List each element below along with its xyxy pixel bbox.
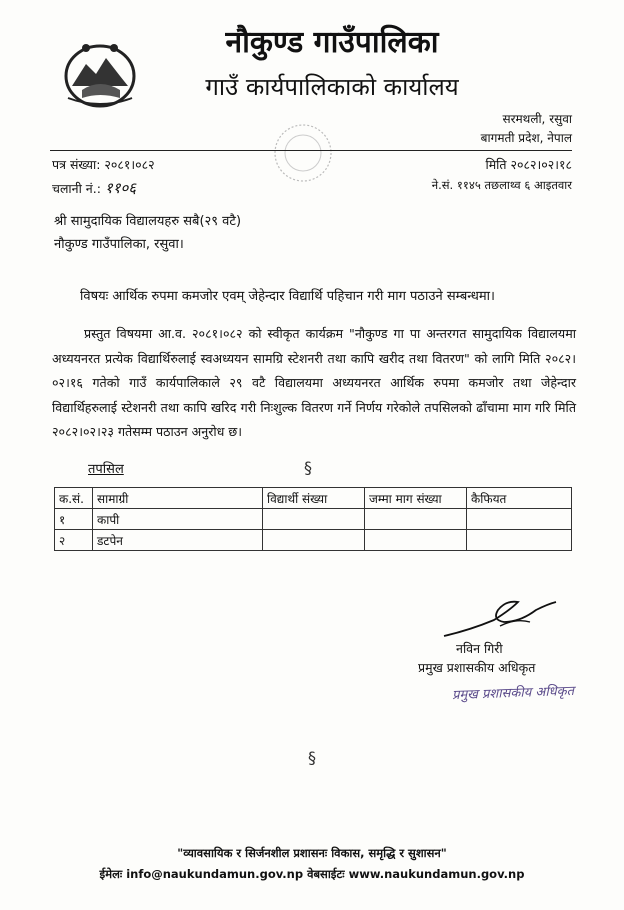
table-cell <box>467 509 572 530</box>
table-cell: २ <box>55 530 93 551</box>
body-paragraph: प्रस्तुत विषयमा आ.व. २०८१।०८२ को स्वीकृत कार्यक्रम "नौकुण्ड गा पा अन्तरगत सामुदायिक विद्यालयमा अध्ययनरत प्रत्येक विद्यार्थिरुलाई स्वअध्ययन सामग्रि स्टेशनरी तथा कापि खरीद तथा वितरण" को लागि मिति २०८२।०२।१६ गतेको गाउँ कार्यपालिकाले २९ वटै विद्यालयमा अध्ययनरत आर्थिक रुपमा कमजोर तथा जेहेन्दार विद्यार्थिहरुलाई स्टेशनरी तथा कापि खरिद गरी निःशुल्क वितरण गर्ने निर्णय गरेकोले तपसिलको ढाँचामा माग गरि मिति २०८२।०२।२३ गतेसम्म पठाउन अनुरोध छ। <box>52 326 576 439</box>
table-row <box>55 530 572 551</box>
patra-label: पत्र संख्या: <box>52 157 101 172</box>
scribble-mark: § <box>308 748 316 767</box>
table-cell <box>263 530 365 551</box>
table-header-row <box>55 488 572 509</box>
signatory-role: प्रमुख प्रशासकीय अधिकृत <box>418 660 536 675</box>
recipient-line-1: श्री सामुदायिक विद्यालयहरु सबै(२९ वटै) <box>54 214 242 229</box>
patra-sankhya <box>52 156 155 173</box>
chalani-value: ११०६ <box>104 179 137 197</box>
table-cell <box>365 509 467 530</box>
date-value: २०८२।०२।१८ <box>510 157 572 172</box>
table-cell <box>263 509 365 530</box>
letter-body <box>52 322 576 445</box>
signatory-name: नविन गिरी <box>456 641 503 656</box>
tapasil-heading: तपसिल <box>88 462 124 477</box>
table-header-cell: क.सं. <box>55 488 93 509</box>
table-header-cell: कैफियत <box>467 488 572 509</box>
scribble-mark: § <box>304 458 312 477</box>
address-line-1: सरमथली, रसुवा <box>502 112 572 126</box>
nepal-sambat-date: ने.सं. ११४५ तछलाथ्व ६ आइतवार <box>431 178 572 192</box>
footer-contact: ईमेलः info@naukundamun.gov.np वेबसाईटः www.naukundamun.gov.np <box>99 867 525 881</box>
office-title: नौकुण्ड गाउँपालिका <box>225 25 439 60</box>
patra-value: २०८१।०८२ <box>104 157 155 172</box>
address-line-2: बागमती प्रदेश, नेपाल <box>480 131 572 145</box>
footer-motto: "व्यावसायिक र सिर्जनशील प्रशासनः विकास, समृद्धि र सुशासन" <box>177 846 447 860</box>
request-table <box>54 487 572 551</box>
table-cell: कापी <box>93 509 263 530</box>
designation-stamp: प्रमुख प्रशासकीय अधिकृत <box>451 683 575 704</box>
chalani-number <box>52 178 136 198</box>
table-header-cell: सामाग्री <box>93 488 263 509</box>
handwritten-signature <box>440 596 560 642</box>
office-subtitle: गाउँ कार्यपालिकाको कार्यालय <box>205 73 459 101</box>
subject-line: विषयः आर्थिक रुपमा कमजोर एवम् जेहेन्दार विद्यार्थि पहिचान गरी माग पठाउने सम्बन्धमा। <box>80 289 495 304</box>
table-header-cell: जम्मा माग संख्या <box>365 488 467 509</box>
table-cell <box>365 530 467 551</box>
table-cell <box>467 530 572 551</box>
date-line <box>485 156 572 173</box>
table-header-cell: विद्यार्थी संख्या <box>263 488 365 509</box>
chalani-label: चलानी नं.: <box>52 181 101 196</box>
recipient-line-2: नौकुण्ड गाउँपालिका, रसुवा। <box>54 237 184 252</box>
table-cell: डटपेन <box>93 530 263 551</box>
date-label: मिति <box>485 157 507 172</box>
faint-seal-stamp <box>268 118 338 188</box>
header-divider <box>50 150 572 151</box>
table-row <box>55 509 572 530</box>
table-cell: १ <box>55 509 93 530</box>
